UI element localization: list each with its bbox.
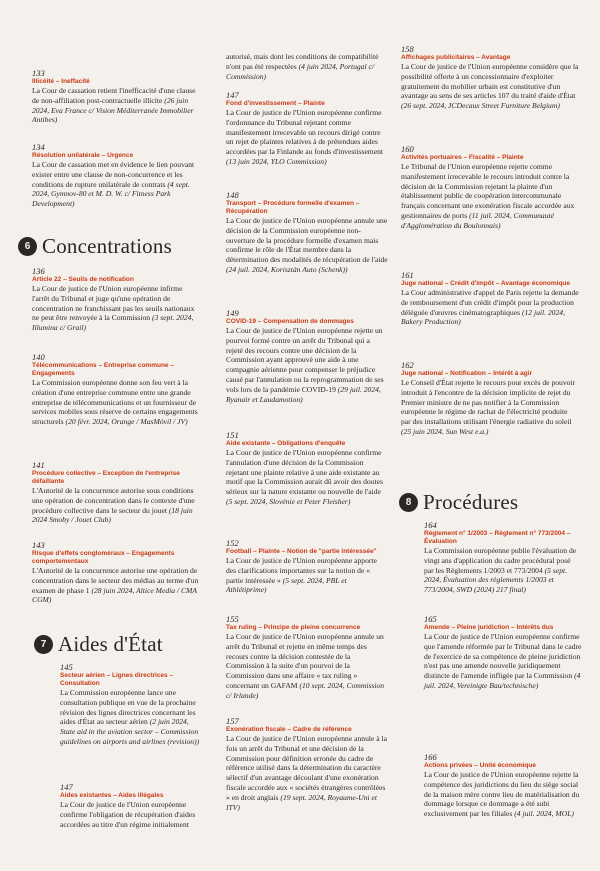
entry-body: La Cour de justice de l'Union européenne considère que la possibilité offerte à un concessionnaire d'exploiter gratuitement du mobilier urbain est constitutive d'un avantage au sens de ses articles 107 du traité d'aide d'État (26 sept. 2024, JCDecaux Street Furniture Belgium) bbox=[401, 62, 579, 111]
entry-number: 162 bbox=[401, 360, 414, 370]
entry-number: 147 bbox=[226, 90, 239, 100]
entry-body: La Cour de justice de l'Union européenne annule une décision de la Commission européenne non-ouverture de la procédure formelle d'examen mais confirme le rôle de l'État membre dans la détermination des modalités de récupération de l'aide (24 juil. 2024, Korisztán Auto (Schenk)) bbox=[226, 216, 388, 274]
entry-165 bbox=[424, 614, 582, 691]
entry-148 bbox=[226, 190, 388, 275]
entry-heading: Affichages publicitaires – Avantage bbox=[401, 54, 511, 61]
entry-body: L'Autorité de la concurrence autorise une opération de concentration dans le secteur des médias au terme d'un examen de phase 1 (28 juin 2024, Altice Media / CMA CGM) bbox=[32, 566, 199, 605]
entry-number: 134 bbox=[32, 142, 45, 152]
entry-body: La Commission européenne donne son feu vert à la création d'une entreprise commune entre une grande entreprise de télécommunications et un fournisseur de services mobiles sous réserve de certains engagements structurels (20 févr. 2024, Orange / MasMóvil / JV) bbox=[32, 378, 198, 427]
entry-151 bbox=[226, 430, 388, 507]
entry-number: 149 bbox=[226, 308, 239, 318]
entry-number: 166 bbox=[424, 752, 437, 762]
entry-number: 155 bbox=[226, 614, 239, 624]
entry-149 bbox=[226, 308, 388, 404]
entry-162 bbox=[401, 360, 579, 437]
section-number-badge: 8 bbox=[399, 493, 418, 512]
entry-body: La Commission européenne publie l'évaluation de vingt ans d'application du cadre procédural posé par les Règlements 1/2003 et 773/2004 (5 sept. 2024, Évaluation des règlements 1/2003 et 773/2004, SWD (2024) 217 final) bbox=[424, 546, 577, 595]
entry-heading: Tax ruling – Principe de pleine concurrence bbox=[226, 624, 361, 631]
section-title: Aides d'État bbox=[58, 632, 163, 656]
entry-heading: Transport – Procédure formelle d'examen – Récupération bbox=[226, 200, 360, 215]
entry-143 bbox=[32, 540, 200, 605]
entry-157 bbox=[226, 716, 388, 812]
entry-body: La Cour de justice de l'Union européenne infirme l'arrêt du Tribunal et juge qu'une opération de concentration ne franchissant pas les seuils nationaux ne peut être renvoyée à la Commission (3 sept. 2024, Illumina c/ Grail) bbox=[32, 284, 195, 333]
entry-155 bbox=[226, 614, 388, 701]
section-concentrations bbox=[18, 234, 172, 258]
entry-number: 161 bbox=[401, 270, 414, 280]
entry-heading: Juge national – Crédit d'impôt – Avantage économique bbox=[401, 280, 571, 287]
entry-heading: Article 22 – Seuils de notification bbox=[32, 276, 134, 283]
entry-heading: Actions privées – Unité économique bbox=[424, 762, 536, 769]
entry-133 bbox=[32, 68, 200, 125]
entry-heading: Secteur aérien – Lignes directrices – Consultation bbox=[60, 672, 174, 687]
entry-body: La Cour de cassation met en évidence le lien pouvant exister entre une clause de non-concurrence et les conditions de rupture unilatérale de contrats (4 sept. 2024, Gymnov-80 et M. D. W. c/ Fitness Park Development) bbox=[32, 160, 195, 209]
entry-147 bbox=[60, 782, 200, 829]
entry-number: 133 bbox=[32, 68, 45, 78]
entry-number: 145 bbox=[60, 662, 73, 672]
entry-136 bbox=[32, 266, 200, 333]
entry-body: La Commission européenne lance une consultation publique en vue de la prochaine révision des lignes directrices concernant les aides d'État au secteur aérien (2 juin 2024, State aid in the aviation sector – Commission guidelines on airports and airlines (revision)) bbox=[60, 688, 200, 746]
entry-141 bbox=[32, 460, 200, 525]
section-procedures bbox=[399, 490, 518, 514]
entry-body: La Cour de justice de l'Union européenne confirme l'obligation de récupération d'aides accordées au titre d'un régime initialement bbox=[60, 800, 196, 829]
entry-160 bbox=[401, 144, 579, 231]
entry-161 bbox=[401, 270, 579, 327]
entry-heading: Amende – Pleine juridiction – Intérêts dus bbox=[424, 624, 554, 631]
entry-number: 165 bbox=[424, 614, 437, 624]
entry-number: 141 bbox=[32, 460, 45, 470]
entry-heading: Résolution unilatérale – Urgence bbox=[32, 152, 134, 159]
entry-134 bbox=[32, 142, 200, 209]
entry-158 bbox=[401, 44, 579, 111]
entry-body: La Cour administrative d'appel de Paris rejette la demande de remboursement d'un crédit d'impôt pour la production déléguée d'œuvres cinématographiques (12 juil. 2024, Bakery Production) bbox=[401, 288, 579, 327]
entry-number: 160 bbox=[401, 144, 414, 154]
entry-body: La Cour de justice de l'Union européenne confirme l'ordonnance du Tribunal rejetant comme manifestement irrecevable un recours dirigé contre un rejet de plaintes relatives à de prétendues aides accordées par la Finlande au fonds d'investissement (13 juin 2024, YLO Commission) bbox=[226, 108, 383, 166]
entry-heading: Juge national – Notification – Intérêt à agir bbox=[401, 370, 533, 377]
entry-number: 164 bbox=[424, 520, 437, 530]
entry-body: La Cour de cassation retient l'inefficacité d'une clause de non-affiliation post-contractuelle illicite (26 juin 2024, Eva France c/ Vision Méditerranée Immobilier Antibes) bbox=[32, 86, 196, 125]
entry-145 bbox=[60, 662, 200, 747]
entry-body: La Cour de justice de l'Union européenne confirme que l'amende réformée par le Tribunal dans le cadre de l'exercice de sa compétence de pleine juridiction n'est pas une amende nouvelle juridiquement distincte de l'amende infligée par la Commission (4 juil. 2024, Vereinigte Bau/technische) bbox=[424, 632, 582, 690]
entry-number: 157 bbox=[226, 716, 239, 726]
entry-number: 136 bbox=[32, 266, 45, 276]
entry-heading: Fond d'investissement – Plainte bbox=[226, 100, 325, 107]
entry-body: Le Conseil d'État rejette le recours pour excès de pouvoir introduit à l'encontre de la décision implicite de rejet du Premier ministre de ne pas notifier à la Commission européenne le régime de rachat de l'électricité produite par des installations utilisant l'énergie radiative du soleil (25 juin 2024, Sun West e.a.) bbox=[401, 378, 576, 436]
entry-heading: COVID-19 – Compensation de dommages bbox=[226, 318, 354, 325]
entry-140 bbox=[32, 352, 200, 427]
entry-number: 140 bbox=[32, 352, 45, 362]
entry-heading: Exonération fiscale – Cadre de référence bbox=[226, 726, 352, 733]
entry-heading: Télécommunications – Entreprise commune – Engagements bbox=[32, 362, 174, 377]
entry-number: 152 bbox=[226, 538, 239, 548]
entry-body: L'Autorité de la concurrence autorise sous conditions une opération de concentration dans le contexte d'une procédure collective dans le secteur du jouet (18 juin 2024 Smoby / Jouet Club) bbox=[32, 486, 195, 525]
entry-heading: Risque d'effets congloméraux – Engagements comportementaux bbox=[32, 550, 175, 565]
entry-number: 158 bbox=[401, 44, 414, 54]
section-aides-etat bbox=[34, 632, 163, 656]
entry-body: autorisé, mais dont les conditions de compatibilité n'ont pas été respectées (4 juin 2024, Portugal c/ Commission) bbox=[226, 52, 379, 81]
section-title: Concentrations bbox=[42, 234, 172, 258]
entry-number: 151 bbox=[226, 430, 239, 440]
entry-heading: Football – Plainte – Notion de "partie intéressée" bbox=[226, 548, 377, 555]
section-title: Procédures bbox=[423, 490, 519, 514]
entry-heading: Procédure collective – Exception de l'entreprise défaillante bbox=[32, 470, 180, 485]
entry-heading: Activités portuaires – Fiscalité – Plainte bbox=[401, 154, 524, 161]
entry-body: La Cour de justice de l'Union européenne confirme l'annulation d'une décision de la Commission rejetant une plainte relative à une aide existante au motif que la Commission aurait dû avoir des doutes sérieux sur la nature existante ou nouvelle de l'aide (5 sept. 2024, Slovénie et Peter Fleisher) bbox=[226, 448, 383, 506]
entry-body: La Cour de justice de l'Union européenne rejette un pourvoi formé contre un arrêt du Tribunal qui a rejeté des recours contre une décision de la Commission ayant approuvé une aide à une compagnie aérienne pour compenser le préjudice causé par l'annulation ou la reprogrammation de ses vols lors de la pandémie COVID-19 (29 juil. 2024, Ryanair et Laudamotion) bbox=[226, 326, 384, 404]
entry-166 bbox=[424, 752, 582, 819]
entry-body: Le Tribunal de l'Union européenne rejette comme manifestement irrecevable le recours introduit contre la décision de la Commission rejetant la plainte d'un établissement public de coopération intercommunale français concernant une exonération fiscale accordée aux gestionnaires de ports (11 juil. 2024, Communauté d'Agglomération du Boulonnais) bbox=[401, 162, 575, 230]
entry-heading: Règlement n° 1/2003 – Règlement n° 773/2004 – Évaluation bbox=[424, 530, 571, 545]
section-number-badge: 6 bbox=[18, 237, 37, 256]
entry-164 bbox=[424, 520, 582, 595]
entry-heading: Aides existantes – Aides illégales bbox=[60, 792, 164, 799]
entry-body: La Cour de justice de l'Union européenne annule un arrêt du Tribunal et rejette en même temps des recours contre la décision contestée de la Commission à la suite d'un pourvoi de la Commission dans une affaire « tax ruling » concernant un GAFAM (10 sept. 2024, Commission c/ Irlande) bbox=[226, 632, 385, 700]
entry-heading: Illicéité – Ineffacité bbox=[32, 78, 90, 85]
section-number-badge: 7 bbox=[34, 635, 53, 654]
entry-number: 143 bbox=[32, 540, 45, 550]
entry-body: La Cour de justice de l'Union européenne annule à la fois un arrêt du Tribunal et une décision de la Commission pour définition erronée du cadre de référence utilisé dans la détermination du caractère sélectif d'un avantage découlant d'une exonération fiscale accordée aux « sociétés étrangères contrôlées » en droit anglais (19 sept. 2024, Royaume-Uni et ITV) bbox=[226, 734, 387, 812]
entry-continuation bbox=[226, 52, 388, 81]
entry-body: La Cour de justice de l'Union européenne rejette la compétence des juridictions du lieu du siège social de la maison mère contre lieu de matérialisation du dommage lorsque ce dommage a été subi exclusivement par les filiales (4 juil. 2024, MOL) bbox=[424, 770, 580, 819]
entry-number: 148 bbox=[226, 190, 239, 200]
entry-147b bbox=[226, 90, 388, 167]
entry-number: 147 bbox=[60, 782, 73, 792]
entry-body: La Cour de justice de l'Union européenne apporte des clarifications importantes sur la notion de « partie intéressée » (5 sept. 2024, PBL et Athlétiprime) bbox=[226, 556, 377, 595]
entry-heading: Aide existante – Obligations d'enquête bbox=[226, 440, 346, 447]
entry-152 bbox=[226, 538, 388, 595]
